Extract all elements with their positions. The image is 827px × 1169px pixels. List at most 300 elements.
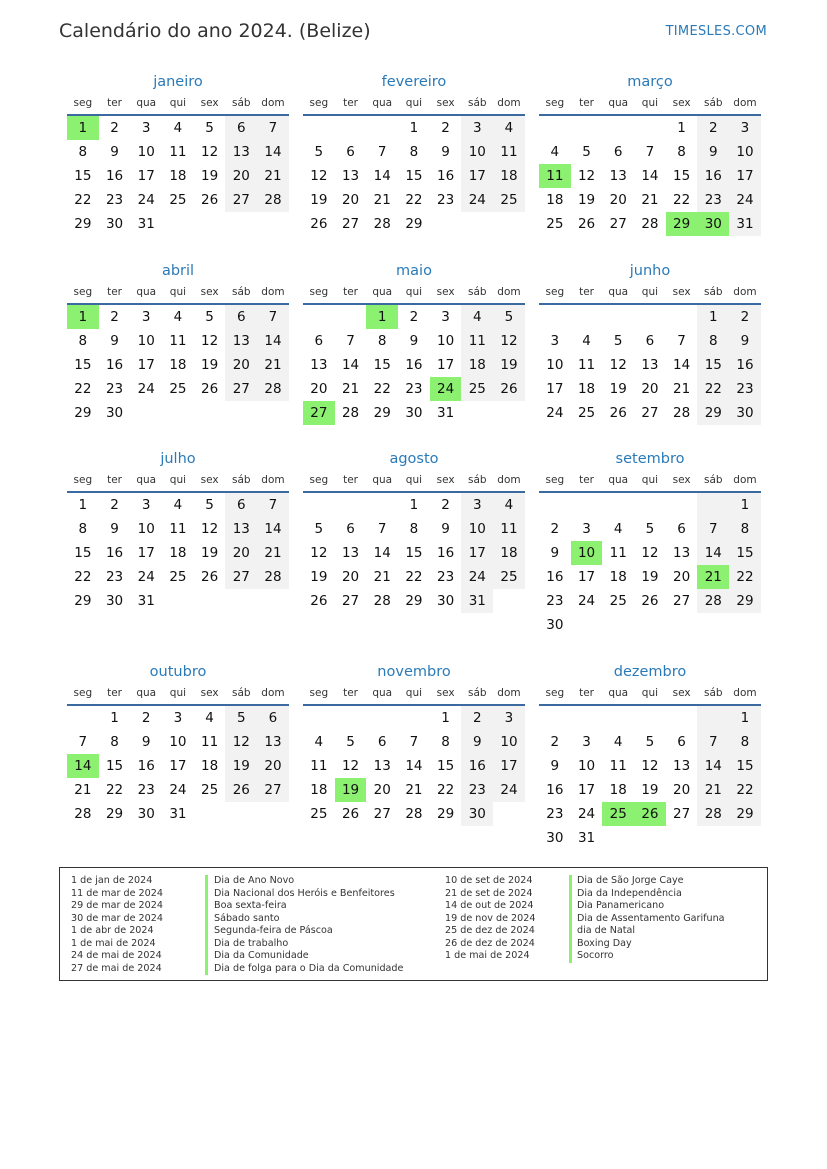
day-cell[interactable]: 21 [673, 381, 691, 397]
day-cell[interactable]: 9 [110, 521, 119, 537]
day-cell[interactable]: 22 [729, 565, 761, 589]
day-cell[interactable]: 23 [729, 377, 761, 401]
day-cell[interactable]: 13 [310, 357, 328, 373]
day-cell[interactable]: 15 [74, 168, 92, 184]
day-cell[interactable]: 6 [645, 333, 655, 349]
day-cell[interactable]: 16 [405, 357, 423, 373]
day-cell[interactable]: 10 [137, 521, 155, 537]
day-cell[interactable]: 7 [78, 734, 88, 750]
day-cell[interactable]: 14 [257, 517, 289, 541]
day-cell[interactable]: 23 [105, 569, 124, 585]
day-cell[interactable]: 21 [341, 381, 360, 397]
day-cell[interactable]: 27 [341, 593, 360, 609]
day-cell[interactable]: 13 [225, 140, 257, 164]
day-cell[interactable]: 24 [577, 806, 596, 822]
day-cell[interactable]: 27 [673, 593, 691, 609]
day-cell[interactable]: 19 [310, 569, 328, 585]
day-cell[interactable]: 13 [609, 168, 627, 184]
day-cell[interactable]: 25 [577, 405, 596, 421]
day-cell[interactable]: 5 [493, 305, 525, 329]
day-cell[interactable]: 6 [257, 706, 289, 730]
day-cell[interactable]: 3 [141, 497, 151, 513]
day-cell[interactable]: 12 [609, 357, 627, 373]
day-cell[interactable]: 13 [225, 329, 257, 353]
day-cell[interactable]: 16 [105, 357, 124, 373]
day-cell[interactable]: 24 [729, 188, 761, 212]
day-cell[interactable]: 29 [729, 589, 761, 613]
day-cell[interactable]: 11 [609, 545, 627, 561]
day-cell[interactable]: 15 [729, 541, 761, 565]
day-cell[interactable]: 21 [257, 541, 289, 565]
day-cell[interactable]: 6 [377, 734, 387, 750]
day-cell[interactable]: 26 [310, 216, 328, 232]
day-cell[interactable]: 2 [441, 497, 450, 513]
day-cell[interactable]: 6 [346, 144, 355, 160]
day-cell[interactable]: 3 [141, 120, 151, 136]
day-cell[interactable]: 29 [437, 806, 455, 822]
day-cell[interactable]: 2 [729, 305, 761, 329]
day-cell[interactable]: 18 [546, 192, 564, 208]
day-cell[interactable]: 8 [110, 734, 119, 750]
day-cell[interactable]: 24 [461, 188, 493, 212]
day-cell[interactable]: 17 [461, 164, 493, 188]
day-cell[interactable]: 13 [341, 168, 360, 184]
day-cell[interactable]: 17 [577, 569, 596, 585]
day-cell[interactable]: 15 [437, 758, 455, 774]
day-cell[interactable]: 30 [405, 405, 423, 421]
day-cell[interactable]: 10 [577, 758, 596, 774]
day-cell[interactable]: 30 [546, 617, 564, 633]
day-cell[interactable]: 5 [314, 144, 324, 160]
day-cell[interactable]: 4 [493, 493, 525, 517]
day-cell[interactable]: 9 [461, 730, 493, 754]
day-cell[interactable]: 20 [310, 381, 328, 397]
day-cell[interactable]: 26 [201, 381, 219, 397]
day-cell[interactable]: 25 [169, 192, 187, 208]
day-cell[interactable]: 8 [78, 144, 88, 160]
day-cell[interactable]: 4 [550, 144, 560, 160]
day-cell[interactable]: 23 [105, 192, 124, 208]
day-cell[interactable]: 20 [257, 754, 289, 778]
day-cell[interactable]: 19 [641, 569, 659, 585]
day-cell[interactable]: 3 [729, 116, 761, 140]
day-cell[interactable]: 22 [105, 782, 124, 798]
day-cell[interactable]: 19 [225, 754, 257, 778]
day-cell[interactable]: 15 [673, 168, 691, 184]
day-cell[interactable]: 3 [173, 710, 183, 726]
day-cell[interactable]: 27 [303, 401, 335, 425]
day-cell[interactable]: 9 [110, 333, 119, 349]
day-cell[interactable]: 25 [169, 569, 187, 585]
day-cell[interactable]: 11 [169, 521, 187, 537]
day-cell[interactable]: 30 [729, 401, 761, 425]
day-cell[interactable]: 30 [105, 405, 124, 421]
day-cell[interactable]: 18 [609, 782, 627, 798]
day-cell[interactable]: 29 [666, 212, 698, 236]
day-cell[interactable]: 23 [137, 782, 155, 798]
day-cell[interactable]: 8 [409, 521, 419, 537]
day-cell[interactable]: 29 [729, 802, 761, 826]
day-cell[interactable]: 24 [137, 569, 155, 585]
day-cell[interactable]: 4 [613, 734, 623, 750]
day-cell[interactable]: 16 [697, 164, 729, 188]
day-cell[interactable]: 1 [441, 710, 450, 726]
day-cell[interactable]: 7 [409, 734, 419, 750]
day-cell[interactable]: 4 [613, 521, 623, 537]
day-cell[interactable]: 31 [729, 212, 761, 236]
day-cell[interactable]: 3 [441, 309, 450, 325]
day-cell[interactable]: 12 [225, 730, 257, 754]
day-cell[interactable]: 15 [373, 357, 391, 373]
day-cell[interactable]: 9 [409, 333, 419, 349]
day-cell[interactable]: 28 [405, 806, 423, 822]
day-cell[interactable]: 23 [437, 569, 455, 585]
day-cell[interactable]: 1 [677, 120, 686, 136]
day-cell[interactable]: 10 [729, 140, 761, 164]
day-cell[interactable]: 12 [201, 144, 219, 160]
day-cell[interactable]: 1 [409, 120, 419, 136]
day-cell[interactable]: 23 [405, 381, 423, 397]
day-cell[interactable]: 10 [137, 333, 155, 349]
day-cell[interactable]: 25 [201, 782, 219, 798]
day-cell[interactable]: 6 [677, 734, 686, 750]
day-cell[interactable]: 8 [677, 144, 686, 160]
day-cell[interactable]: 20 [641, 381, 659, 397]
day-cell[interactable]: 2 [110, 497, 119, 513]
day-cell[interactable]: 27 [341, 216, 360, 232]
day-cell[interactable]: 14 [697, 541, 729, 565]
day-cell[interactable]: 5 [613, 333, 623, 349]
day-cell[interactable]: 29 [105, 806, 124, 822]
day-cell[interactable]: 15 [105, 758, 124, 774]
day-cell[interactable]: 20 [341, 192, 360, 208]
day-cell[interactable]: 3 [550, 333, 560, 349]
day-cell[interactable]: 21 [373, 569, 391, 585]
day-cell[interactable]: 29 [74, 216, 92, 232]
day-cell[interactable]: 3 [582, 734, 591, 750]
day-cell[interactable]: 16 [137, 758, 155, 774]
day-cell[interactable]: 15 [729, 754, 761, 778]
day-cell[interactable]: 1 [78, 497, 88, 513]
day-cell[interactable]: 18 [169, 545, 187, 561]
day-cell[interactable]: 14 [673, 357, 691, 373]
day-cell[interactable]: 5 [205, 309, 214, 325]
day-cell[interactable]: 4 [461, 305, 493, 329]
day-cell[interactable]: 26 [201, 192, 219, 208]
day-cell[interactable]: 22 [74, 192, 92, 208]
day-cell[interactable]: 20 [225, 541, 257, 565]
day-cell[interactable]: 12 [310, 168, 328, 184]
day-cell[interactable]: 23 [697, 188, 729, 212]
day-cell[interactable]: 2 [409, 309, 419, 325]
day-cell[interactable]: 17 [437, 357, 455, 373]
day-cell[interactable]: 18 [577, 381, 596, 397]
day-cell[interactable]: 28 [697, 589, 729, 613]
day-cell[interactable]: 20 [373, 782, 391, 798]
day-cell[interactable]: 25 [609, 593, 627, 609]
day-cell[interactable]: 30 [105, 216, 124, 232]
day-cell[interactable]: 13 [225, 517, 257, 541]
day-cell[interactable]: 16 [437, 168, 455, 184]
day-cell[interactable]: 11 [539, 164, 571, 188]
day-cell[interactable]: 20 [673, 569, 691, 585]
day-cell[interactable]: 9 [110, 144, 119, 160]
day-cell[interactable]: 28 [697, 802, 729, 826]
day-cell[interactable]: 3 [461, 116, 493, 140]
day-cell[interactable]: 2 [141, 710, 151, 726]
day-cell[interactable]: 16 [437, 545, 455, 561]
day-cell[interactable]: 9 [697, 140, 729, 164]
day-cell[interactable]: 1 [729, 706, 761, 730]
day-cell[interactable]: 13 [257, 730, 289, 754]
day-cell[interactable]: 6 [346, 521, 355, 537]
day-cell[interactable]: 13 [673, 545, 691, 561]
day-cell[interactable]: 19 [493, 353, 525, 377]
day-cell[interactable]: 17 [729, 164, 761, 188]
day-cell[interactable]: 7 [377, 521, 387, 537]
day-cell[interactable]: 19 [641, 782, 659, 798]
day-cell[interactable]: 21 [74, 782, 92, 798]
day-cell[interactable]: 7 [257, 305, 289, 329]
day-cell[interactable]: 2 [110, 309, 119, 325]
day-cell[interactable]: 28 [373, 216, 391, 232]
day-cell[interactable]: 10 [437, 333, 455, 349]
day-cell[interactable]: 4 [493, 116, 525, 140]
day-cell[interactable]: 25 [461, 377, 493, 401]
day-cell[interactable]: 2 [110, 120, 119, 136]
day-cell[interactable]: 18 [609, 569, 627, 585]
day-cell[interactable]: 10 [461, 517, 493, 541]
day-cell[interactable]: 27 [373, 806, 391, 822]
day-cell[interactable]: 4 [173, 120, 183, 136]
day-cell[interactable]: 30 [697, 212, 729, 236]
day-cell[interactable]: 7 [346, 333, 355, 349]
day-cell[interactable]: 17 [461, 541, 493, 565]
day-cell[interactable]: 13 [641, 357, 659, 373]
day-cell[interactable]: 24 [430, 377, 462, 401]
day-cell[interactable]: 20 [225, 353, 257, 377]
day-cell[interactable]: 10 [571, 541, 603, 565]
day-cell[interactable]: 13 [673, 758, 691, 774]
day-cell[interactable]: 14 [257, 140, 289, 164]
day-cell[interactable]: 3 [461, 493, 493, 517]
day-cell[interactable]: 26 [609, 405, 627, 421]
day-cell[interactable]: 23 [105, 381, 124, 397]
day-cell[interactable]: 23 [546, 593, 564, 609]
day-cell[interactable]: 20 [609, 192, 627, 208]
day-cell[interactable]: 1 [366, 305, 398, 329]
day-cell[interactable]: 6 [314, 333, 324, 349]
day-cell[interactable]: 9 [550, 758, 560, 774]
day-cell[interactable]: 16 [546, 569, 564, 585]
day-cell[interactable]: 28 [373, 593, 391, 609]
day-cell[interactable]: 5 [205, 497, 214, 513]
day-cell[interactable]: 12 [641, 758, 659, 774]
day-cell[interactable]: 1 [67, 116, 99, 140]
day-cell[interactable]: 7 [677, 333, 686, 349]
day-cell[interactable]: 8 [78, 333, 88, 349]
day-cell[interactable]: 11 [169, 144, 187, 160]
day-cell[interactable]: 19 [201, 545, 219, 561]
day-cell[interactable]: 11 [310, 758, 328, 774]
day-cell[interactable]: 19 [335, 778, 367, 802]
day-cell[interactable]: 22 [729, 778, 761, 802]
day-cell[interactable]: 19 [201, 357, 219, 373]
day-cell[interactable]: 16 [105, 168, 124, 184]
day-cell[interactable]: 10 [137, 144, 155, 160]
day-cell[interactable]: 7 [697, 730, 729, 754]
day-cell[interactable]: 10 [493, 730, 525, 754]
day-cell[interactable]: 22 [697, 377, 729, 401]
day-cell[interactable]: 10 [546, 357, 564, 373]
day-cell[interactable]: 17 [169, 758, 187, 774]
day-cell[interactable]: 27 [225, 565, 257, 589]
day-cell[interactable]: 4 [314, 734, 324, 750]
day-cell[interactable]: 4 [582, 333, 591, 349]
day-cell[interactable]: 11 [493, 140, 525, 164]
day-cell[interactable]: 12 [201, 333, 219, 349]
day-cell[interactable]: 16 [546, 782, 564, 798]
day-cell[interactable]: 28 [74, 806, 92, 822]
day-cell[interactable]: 12 [577, 168, 596, 184]
day-cell[interactable]: 8 [377, 333, 387, 349]
day-cell[interactable]: 29 [74, 593, 92, 609]
day-cell[interactable]: 9 [441, 521, 450, 537]
day-cell[interactable]: 25 [602, 802, 634, 826]
day-cell[interactable]: 28 [257, 565, 289, 589]
day-cell[interactable]: 11 [461, 329, 493, 353]
day-cell[interactable]: 7 [377, 144, 387, 160]
day-cell[interactable]: 8 [409, 144, 419, 160]
day-cell[interactable]: 18 [461, 353, 493, 377]
day-cell[interactable]: 29 [74, 405, 92, 421]
day-cell[interactable]: 28 [673, 405, 691, 421]
day-cell[interactable]: 26 [341, 806, 360, 822]
day-cell[interactable]: 22 [437, 782, 455, 798]
day-cell[interactable]: 11 [577, 357, 596, 373]
day-cell[interactable]: 24 [137, 381, 155, 397]
day-cell[interactable]: 5 [645, 734, 655, 750]
day-cell[interactable]: 1 [697, 305, 729, 329]
day-cell[interactable]: 29 [405, 593, 423, 609]
day-cell[interactable]: 26 [634, 802, 666, 826]
day-cell[interactable]: 5 [205, 120, 214, 136]
day-cell[interactable]: 4 [173, 309, 183, 325]
day-cell[interactable]: 1 [729, 493, 761, 517]
day-cell[interactable]: 11 [493, 517, 525, 541]
day-cell[interactable]: 29 [373, 405, 391, 421]
day-cell[interactable]: 20 [225, 164, 257, 188]
day-cell[interactable]: 19 [577, 192, 596, 208]
day-cell[interactable]: 26 [225, 778, 257, 802]
day-cell[interactable]: 27 [225, 188, 257, 212]
day-cell[interactable]: 16 [729, 353, 761, 377]
day-cell[interactable]: 28 [257, 377, 289, 401]
day-cell[interactable]: 15 [74, 545, 92, 561]
day-cell[interactable]: 6 [225, 305, 257, 329]
day-cell[interactable]: 8 [441, 734, 450, 750]
day-cell[interactable]: 20 [673, 782, 691, 798]
day-cell[interactable]: 27 [609, 216, 627, 232]
day-cell[interactable]: 18 [201, 758, 219, 774]
day-cell[interactable]: 27 [673, 806, 691, 822]
day-cell[interactable]: 28 [641, 216, 659, 232]
day-cell[interactable]: 6 [613, 144, 623, 160]
day-cell[interactable]: 26 [310, 593, 328, 609]
day-cell[interactable]: 2 [461, 706, 493, 730]
day-cell[interactable]: 21 [697, 778, 729, 802]
day-cell[interactable]: 8 [78, 521, 88, 537]
day-cell[interactable]: 19 [201, 168, 219, 184]
day-cell[interactable]: 24 [546, 405, 564, 421]
day-cell[interactable]: 25 [546, 216, 564, 232]
day-cell[interactable]: 2 [697, 116, 729, 140]
day-cell[interactable]: 1 [67, 305, 99, 329]
day-cell[interactable]: 8 [697, 329, 729, 353]
day-cell[interactable]: 27 [225, 377, 257, 401]
day-cell[interactable]: 29 [697, 401, 729, 425]
day-cell[interactable]: 17 [137, 168, 155, 184]
day-cell[interactable]: 31 [437, 405, 455, 421]
day-cell[interactable]: 9 [729, 329, 761, 353]
day-cell[interactable]: 5 [346, 734, 355, 750]
day-cell[interactable]: 27 [257, 778, 289, 802]
day-cell[interactable]: 30 [461, 802, 493, 826]
day-cell[interactable]: 5 [645, 521, 655, 537]
day-cell[interactable]: 2 [550, 734, 560, 750]
day-cell[interactable]: 8 [729, 517, 761, 541]
day-cell[interactable]: 18 [310, 782, 328, 798]
day-cell[interactable]: 17 [546, 381, 564, 397]
day-cell[interactable]: 21 [697, 565, 729, 589]
day-cell[interactable]: 9 [550, 545, 560, 561]
day-cell[interactable]: 23 [437, 192, 455, 208]
day-cell[interactable]: 28 [257, 188, 289, 212]
day-cell[interactable]: 8 [729, 730, 761, 754]
day-cell[interactable]: 12 [493, 329, 525, 353]
day-cell[interactable]: 7 [257, 116, 289, 140]
day-cell[interactable]: 1 [110, 710, 119, 726]
day-cell[interactable]: 4 [205, 710, 214, 726]
day-cell[interactable]: 6 [225, 493, 257, 517]
day-cell[interactable]: 29 [405, 216, 423, 232]
day-cell[interactable]: 18 [493, 164, 525, 188]
day-cell[interactable]: 30 [137, 806, 155, 822]
day-cell[interactable]: 26 [201, 569, 219, 585]
day-cell[interactable]: 14 [341, 357, 360, 373]
day-cell[interactable]: 10 [169, 734, 187, 750]
day-cell[interactable]: 9 [141, 734, 151, 750]
day-cell[interactable]: 22 [74, 381, 92, 397]
day-cell[interactable]: 14 [697, 754, 729, 778]
day-cell[interactable]: 26 [493, 377, 525, 401]
day-cell[interactable]: 25 [310, 806, 328, 822]
day-cell[interactable]: 20 [341, 569, 360, 585]
day-cell[interactable]: 14 [373, 168, 391, 184]
day-cell[interactable]: 18 [169, 357, 187, 373]
day-cell[interactable]: 25 [493, 188, 525, 212]
day-cell[interactable]: 23 [461, 778, 493, 802]
day-cell[interactable]: 31 [169, 806, 187, 822]
day-cell[interactable]: 30 [105, 593, 124, 609]
day-cell[interactable]: 17 [137, 357, 155, 373]
day-cell[interactable]: 24 [577, 593, 596, 609]
day-cell[interactable]: 22 [405, 192, 423, 208]
day-cell[interactable]: 5 [225, 706, 257, 730]
day-cell[interactable]: 5 [582, 144, 591, 160]
day-cell[interactable]: 12 [310, 545, 328, 561]
day-cell[interactable]: 30 [437, 593, 455, 609]
